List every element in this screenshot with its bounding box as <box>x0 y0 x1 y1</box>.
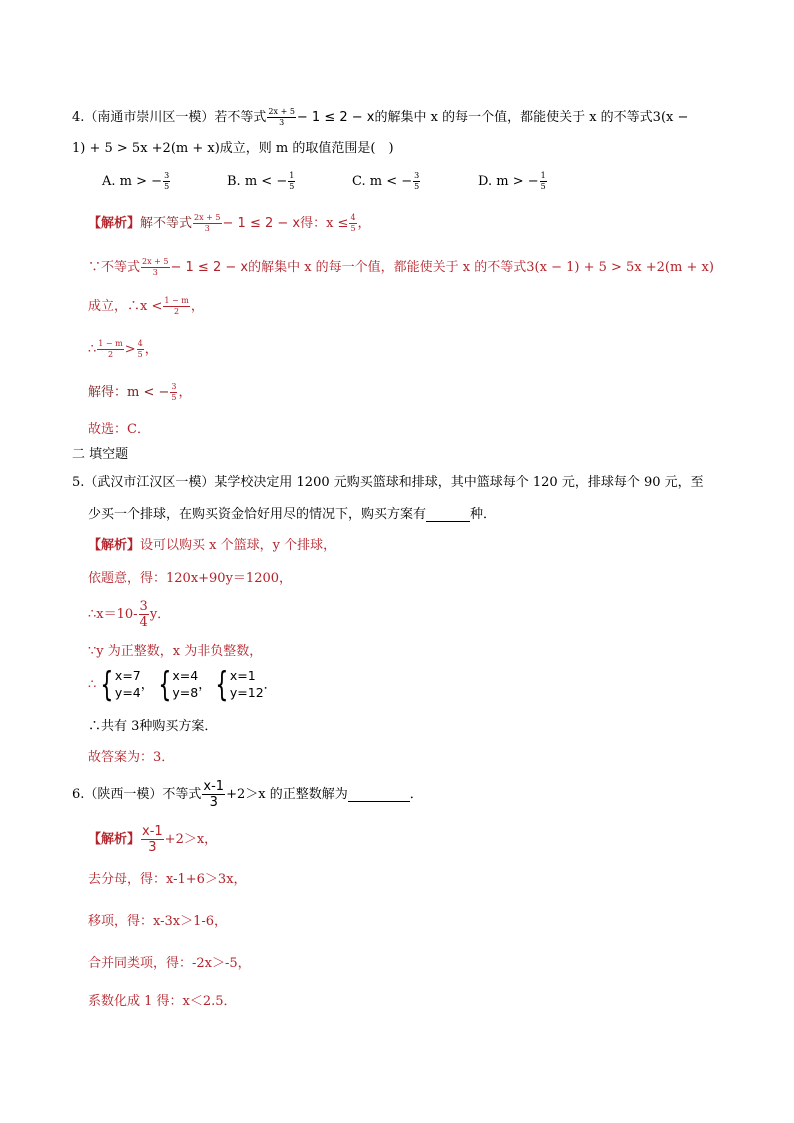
q6-analysis-line5: 系数化成 1 得：x＜2.5． <box>88 994 237 1009</box>
q4-line1-text: 若不等式 <box>214 110 267 125</box>
q5-line2: 少买一个排球，在购买资金恰好用尽的情况下，购买方案有 种． <box>88 507 497 522</box>
q6-analysis-line4: 合并同类项，得：-2x＞-5， <box>88 956 251 971</box>
analysis-tag: 【解析】 <box>88 832 141 847</box>
q5-analysis-line3: ∴x＝10- $\frac{3}{4}$ y． <box>88 599 171 630</box>
q5-analysis-systems: ∴ { x=7 y=4 ， { x=4 y=8 ， { x=1 y=12 ． <box>88 665 277 705</box>
q4-option-d: D. m > − $\frac{1}{5}$ <box>478 171 546 191</box>
q6-line1: 6.（陕西一模）不等式 $\frac{x-1}{3}$ +2＞x 的正整数解为 ． <box>72 779 423 810</box>
q4-line2: 1) + 5 > 5x +2(m + x)成立，则 m 的取值范围是( ) <box>72 141 394 156</box>
q5-line1: 5.（武汉市江汉区一模）某学校决定用 1200 元购买篮球和排球，其中篮球每个 120 元，排球每个 90 元，至 <box>72 475 704 490</box>
q4-analysis-line1: 【解析】解不等式 $\frac{2x + 5}{3}$ − 1 ≤ 2 − x得：x ≤ $\frac{4}{5}$ ， <box>88 213 371 233</box>
q6-analysis-line2: 去分母，得：x-1+6＞3x， <box>88 872 247 887</box>
q4-option-b: B. m < − $\frac{1}{5}$ <box>227 171 295 191</box>
q4-analysis-line2: ∵不等式 $\frac{2x + 5}{3}$ − 1 ≤ 2 − x的解集中 x 的每一个值，都能使关于 x 的不等式3(x − 1) + 5 > 5x +2(m + x) <box>88 257 714 277</box>
q6-analysis-line1: 【解析】 $\frac{x-1}{3}$ +2＞x， <box>88 824 218 855</box>
q4-ineq-rest: − 1 ≤ 2 − x <box>296 110 375 125</box>
q5-answer-blank[interactable] <box>426 508 470 522</box>
section-heading: 二 填空题 <box>72 447 129 462</box>
q6-answer-blank[interactable] <box>348 788 410 802</box>
q4-option-c: C. m < − $\frac{3}{5}$ <box>352 171 420 191</box>
q4-source: 4.（南通市崇川区一模） <box>72 110 215 125</box>
q4-line1 <box>72 108 688 127</box>
analysis-tag: 【解析】 <box>88 216 141 231</box>
q4-analysis-line6: 故选：C． <box>88 422 150 437</box>
system-1: x=7 y=4 <box>114 668 141 700</box>
q5-analysis-line7: 故答案为：3． <box>88 750 175 765</box>
q4-analysis-line5: 解得：m < − $\frac{3}{5}$ ， <box>88 382 192 402</box>
analysis-tag: 【解析】 <box>88 538 141 553</box>
q4-option-a: A. m > − $\frac{3}{5}$ <box>102 171 170 191</box>
q6-analysis-line3: 移项，得：x-3x＞1-6， <box>88 914 228 929</box>
q4-analysis-line4: ∴ $\frac{1 - m}{2}$ > $\frac{4}{5}$ ， <box>88 339 158 359</box>
q4-ineq-fraction: $\frac{2x + 5}{3}$ <box>268 107 295 127</box>
q5-analysis-line2: 依题意，得：120x+90y＝1200， <box>88 571 293 586</box>
q4-line1-tail: 的解集中 x 的每一个值，都能使关于 x 的不等式3(x − <box>374 110 689 125</box>
q5-analysis-line1: 【解析】设可以购买 x 个篮球，y 个排球， <box>88 538 337 553</box>
q5-analysis-line6: ∴共有 3种购买方案． <box>88 719 218 734</box>
system-3: x=1 y=12 <box>229 668 264 700</box>
q4-analysis-line3: 成立，∴x < $\frac{1 - m}{2}$ ， <box>88 296 204 316</box>
q5-analysis-line4: ∵y 为正整数，x 为非负整数， <box>88 644 263 659</box>
system-2: x=4 y=8 <box>172 668 199 700</box>
